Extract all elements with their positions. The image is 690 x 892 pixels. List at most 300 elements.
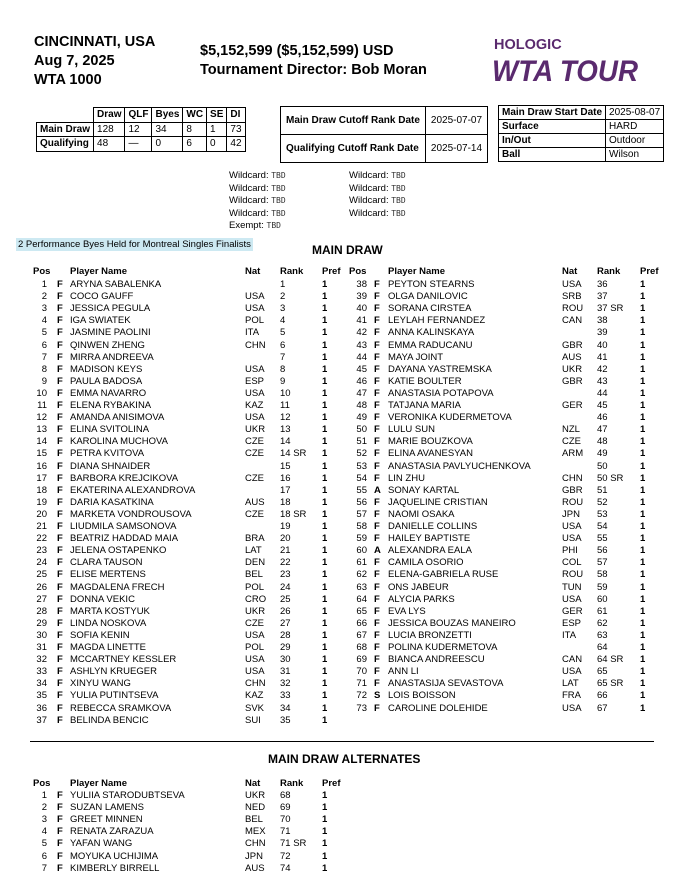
player-entry-flag: F [57,351,63,363]
player-rank: 38 [597,315,608,327]
player-name: ELENA-GABRIELA RUSE [388,569,499,581]
detail-value: 2025-08-07 [606,106,664,120]
player-pos: 4 [41,826,47,838]
player-name: QINWEN ZHENG [70,339,145,351]
player-pos: 38 [356,279,367,290]
player-pref: 1 [640,521,646,532]
player-entry-flag: F [374,605,380,617]
player-pref: 1 [322,375,328,387]
wildcard-value: TBD [271,171,286,180]
player-rank: 56 [597,545,608,557]
player-pos: 10 [36,387,47,399]
player-rank: 71 [280,826,291,838]
player-rank: 22 [280,557,291,569]
player-nat: ROU [562,496,584,508]
player-pref: 1 [640,375,646,387]
player-rank: 69 [280,802,291,814]
wildcard-label: Wildcard: [229,207,272,219]
player-name: DANIELLE COLLINS [388,521,478,532]
player-nat: JPN [562,508,580,520]
player-name: ELINA SVITOLINA [70,424,150,436]
col-nat: Nat [245,778,261,789]
player-rank: 50 [597,460,608,472]
player-pref: 1 [322,460,328,472]
player-name: ASHLYN KRUEGER [70,666,157,678]
player-pref: 1 [322,508,328,520]
player-entry-flag: F [57,862,63,874]
player-pref: 1 [640,496,646,508]
player-name: LIUDMILA SAMSONOVA [70,521,177,532]
player-name: EMMA NAVARRO [70,387,147,399]
player-rank: 9 [280,375,286,387]
wta-logo [492,35,642,92]
wildcard-entry [349,208,406,221]
player-name: PETRA KVITOVA [70,448,145,460]
player-name: NAOMI OSAKA [388,508,455,520]
player-pos: 64 [356,593,367,605]
col-pref: Pref [640,266,659,277]
player-rank: 66 [597,690,608,702]
player-rank: 6 [280,339,286,351]
player-rank: 52 [597,496,608,508]
player-rank: 64 SR [597,654,624,666]
wildcard-value: TBD [271,208,286,218]
wildcard-entry [349,195,406,208]
draw-size-table [36,107,246,152]
player-rank: 67 [597,702,608,714]
player-name: OLGA DANILOVIC [388,291,468,303]
player-name: ANNA KALINSKAYA [388,327,475,339]
player-nat: GBR [562,375,583,387]
player-rank: 51 [597,484,608,496]
player-pref: 1 [640,678,646,690]
player-nat: USA [562,279,582,290]
player-pref: 1 [640,363,646,375]
player-entry-flag: F [374,557,380,569]
cell: 0 [152,137,183,152]
player-pref: 1 [322,850,328,862]
player-name: VERONIKA KUDERMETOVA [388,412,512,424]
col-pref: Pref [322,778,341,789]
player-pos: 36 [36,702,47,714]
player-rank: 27 [280,617,291,629]
player-entry-flag: F [374,448,380,460]
detail-label: Ball [499,148,606,162]
player-pref: 1 [322,790,328,801]
player-pref: 1 [640,291,646,303]
player-pref: 1 [640,472,646,484]
player-name: JESSICA PEGULA [70,303,151,315]
player-name: BELINDA BENCIC [70,714,149,726]
wildcard-value: TBD [271,196,286,205]
player-entry-flag: F [57,472,63,484]
player-rank: 7 [280,351,286,363]
player-pos: 72 [356,690,367,702]
player-rank: 24 [280,581,291,593]
player-rank: 18 [280,496,291,508]
player-pos: 2 [41,291,47,303]
player-rank: 53 [597,508,608,520]
player-pref: 1 [640,557,646,569]
player-nat: PHI [562,545,578,557]
player-pos: 11 [37,400,47,411]
player-rank: 57 [597,557,608,569]
cutoff-row [281,135,488,163]
player-name: CAMILA OSORIO [388,557,464,569]
player-entry-flag: F [374,642,380,653]
player-pref: 1 [640,569,646,581]
player-nat: ESP [562,617,582,629]
player-rank: 71 SR [280,838,307,850]
player-pref: 1 [322,690,328,702]
player-pref: 1 [322,400,328,411]
player-rank: 68 [280,790,291,801]
player-rank: 18 SR [280,508,307,520]
player-name: YULIA PUTINTSEVA [70,690,159,702]
player-nat: BRA [245,533,265,545]
player-name: MAGDA LINETTE [70,642,147,653]
player-rank: 54 [597,521,608,532]
player-pos: 26 [36,581,47,593]
player-pref: 1 [640,400,646,411]
player-rank: 40 [597,339,608,351]
player-pos: 12 [36,412,47,424]
player-pos: 57 [356,508,367,520]
player-name: MARTA KOSTYUK [70,605,150,617]
player-rank: 48 [597,436,608,448]
detail-label: Surface [499,120,606,134]
player-pref: 1 [322,339,328,351]
player-pref: 1 [322,363,328,375]
player-pref: 1 [322,472,328,484]
date: Aug 7, 2025 [34,53,115,69]
player-pref: 1 [322,279,328,290]
player-entry-flag: F [374,436,380,448]
player-nat: FRA [562,690,581,702]
player-entry-flag: F [374,327,380,339]
player-name: ARYNA SABALENKA [70,279,162,290]
player-pref: 1 [640,545,646,557]
logo-top-text: HOLOGIC [494,37,562,53]
player-rank: 55 [597,533,608,545]
detail-value: Wilson [606,148,664,162]
player-pos: 24 [36,557,47,569]
player-name: KATIE BOULTER [388,375,462,387]
col-player-name: Player Name [70,266,128,277]
player-name: SOFIA KENIN [70,629,130,641]
col-player-name: Player Name [388,266,446,277]
player-pref: 1 [322,557,328,569]
player-nat: BEL [245,814,263,826]
player-nat: GBR [562,484,583,496]
player-rank: 39 [597,327,608,339]
player-pref: 1 [640,654,646,666]
player-rank: 5 [280,327,286,339]
player-pos: 7 [41,862,47,874]
player-pref: 1 [640,508,646,520]
wildcard-value: TBD [391,171,406,180]
player-name: LUCIA BRONZETTI [388,629,472,641]
player-pref: 1 [322,678,328,690]
player-entry-flag: F [374,387,380,399]
cutoff-value: 2025-07-14 [425,135,487,163]
tournament-info [34,33,155,90]
player-pref: 1 [322,545,328,557]
cutoff-label: Main Draw Cutoff Rank Date [281,107,426,135]
player-entry-flag: F [57,400,63,411]
player-pos: 8 [41,363,47,375]
player-name: MCCARTNEY KESSLER [70,654,177,666]
player-name: BEATRIZ HADDAD MAIA [70,533,179,545]
player-rank: 19 [280,521,291,532]
player-rank: 31 [280,666,291,678]
player-pref: 1 [640,412,646,424]
player-entry-flag: F [374,702,380,714]
player-entry-flag: F [374,629,380,641]
player-entry-flag: F [57,291,63,303]
player-pos: 50 [356,424,367,436]
wildcard-label: Wildcard: [349,182,392,194]
player-name: ANASTASIA POTAPOVA [388,387,494,399]
player-nat: GBR [562,339,583,351]
player-name: REBECCA SRAMKOVA [70,702,172,714]
player-entry-flag: F [57,666,63,678]
player-nat: GER [562,605,583,617]
player-rank: 46 [597,412,608,424]
player-pref: 1 [640,605,646,617]
player-entry-flag: F [374,654,380,666]
player-pref: 1 [640,315,646,327]
player-rank: 43 [597,375,608,387]
player-nat: CZE [245,472,264,484]
draw-table-row [37,122,246,137]
player-entry-flag: F [57,557,63,569]
player-name: LINDA NOSKOVA [70,617,147,629]
category: WTA 1000 [34,72,102,88]
player-pos: 9 [41,375,47,387]
player-rank: 14 [280,436,291,448]
player-pref: 1 [322,702,328,714]
player-entry-flag: F [374,291,380,303]
player-pos: 5 [41,327,47,339]
player-nat: UKR [245,790,266,801]
player-rank: 11 [280,400,290,411]
cutoff-value: 2025-07-07 [425,107,487,135]
player-pos: 65 [356,605,367,617]
player-entry-flag: F [374,569,380,581]
wildcard-label: Wildcard: [349,207,392,219]
player-pref: 1 [640,424,646,436]
player-name: MARKETA VONDROUSOVA [70,508,192,520]
player-name: JAQUELINE CRISTIAN [388,496,488,508]
player-name: POLINA KUDERMETOVA [388,642,498,653]
player-entry-flag: F [57,521,63,532]
player-nat: CHN [562,472,583,484]
player-nat: POL [245,315,265,327]
player-entry-flag: F [57,484,63,496]
player-entry-flag: F [374,472,380,484]
wildcard-entry [229,208,286,221]
wildcard-label: Wildcard: [349,170,392,181]
prize-money: $5,152,599 ($5,152,599) USD [200,43,394,59]
player-nat: AUS [562,351,582,363]
player-pos: 44 [356,351,367,363]
player-nat: POL [245,581,265,593]
logo-main-text: WTA TOUR [492,55,639,87]
player-name: BIANCA ANDREESCU [388,654,485,666]
player-rank: 15 [280,460,291,472]
player-name: DONNA VEKIC [70,593,135,605]
player-nat: USA [245,629,265,641]
wildcard-label: Wildcard: [229,195,272,206]
player-name: DARIA KASATKINA [70,496,154,508]
player-pref: 1 [322,327,328,339]
player-pos: 20 [36,508,47,520]
col-qlf: QLF [125,108,152,123]
draw-table-header [37,108,246,123]
player-rank: 37 [597,291,608,303]
player-pos: 40 [356,303,367,315]
player-rank: 59 [597,581,608,593]
cell: 48 [94,137,125,152]
player-pos: 46 [356,375,367,387]
player-entry-flag: F [57,375,63,387]
col-nat: Nat [562,266,578,277]
col-di: DI [227,108,245,123]
col-rank: Rank [280,778,304,789]
wildcards-right [349,170,406,220]
player-pos: 16 [36,460,47,472]
player-nat: CAN [562,315,583,327]
player-rank: 63 [597,629,608,641]
cutoff-table [280,106,488,163]
player-pos: 58 [356,521,367,532]
player-rank: 23 [280,569,291,581]
player-rank: 16 [280,472,291,484]
player-pref: 1 [640,666,646,678]
player-name: JESSICA BOUZAS MANEIRO [388,617,516,629]
player-rank: 41 [597,351,608,363]
player-pos: 3 [41,814,47,826]
player-name: JASMINE PAOLINI [70,327,151,339]
player-pref: 1 [322,826,328,838]
player-pref: 1 [640,279,646,290]
player-entry-flag: F [57,545,63,557]
player-pos: 56 [356,496,367,508]
player-entry-flag: F [374,508,380,520]
player-rank: 2 [280,291,286,303]
player-pos: 41 [356,315,367,327]
player-nat: COL [562,557,582,569]
player-pref: 1 [640,327,646,339]
player-pref: 1 [640,593,646,605]
player-nat: CZE [245,436,264,448]
section-divider [30,741,654,742]
wildcard-label: Exempt: [229,220,267,231]
player-pos: 4 [41,315,47,327]
player-nat: USA [562,521,582,532]
player-nat: SVK [245,702,265,714]
player-pos: 29 [36,617,47,629]
player-pos: 68 [356,642,367,653]
player-rank: 33 [280,690,291,702]
player-name: ANASTASIJA SEVASTOVA [388,678,504,690]
cutoff-label: Qualifying Cutoff Rank Date [281,135,426,163]
draw-table-row [37,137,246,152]
cell: 6 [183,137,207,152]
player-rank: 65 [597,666,608,678]
wildcard-entry [229,170,286,183]
player-pos: 22 [36,533,47,545]
player-pos: 69 [356,654,367,666]
player-rank: 60 [597,593,608,605]
wildcard-entry [229,183,286,196]
col-rank: Rank [280,266,304,277]
player-pref: 1 [322,496,328,508]
player-nat: USA [562,702,582,714]
player-entry-flag: F [57,690,63,702]
player-name: BARBORA KREJCIKOVA [70,472,179,484]
player-rank: 30 [280,654,291,666]
player-name: SORANA CIRSTEA [388,303,472,315]
player-name: XINYU WANG [70,678,131,690]
cell: 128 [94,122,125,137]
wildcard-entry [229,220,286,233]
player-nat: CZE [245,617,264,629]
player-pos: 54 [356,472,367,484]
player-pos: 19 [36,496,47,508]
player-pos: 6 [41,850,47,862]
player-pref: 1 [322,838,328,850]
player-pref: 1 [322,714,328,726]
wildcard-value: TBD [391,208,406,218]
player-rank: 36 [597,279,608,290]
player-name: CLARA TAUSON [70,557,143,569]
player-name: ALYCIA PARKS [388,593,455,605]
player-rank: 29 [280,642,291,653]
player-pref: 1 [322,654,328,666]
player-pos: 42 [356,327,367,339]
player-pref: 1 [640,533,646,545]
player-name: ELISE MERTENS [70,569,146,581]
player-entry-flag: A [374,545,381,557]
cell: 1 [207,122,227,137]
player-rank: 13 [280,424,291,436]
player-entry-flag: F [57,814,63,826]
player-pref: 1 [322,436,328,448]
player-entry-flag: F [57,496,63,508]
player-pref: 1 [640,303,646,315]
player-pos: 53 [356,460,367,472]
player-pref: 1 [640,484,646,496]
player-name: LEYLAH FERNANDEZ [388,315,486,327]
player-pos: 35 [36,690,47,702]
player-entry-flag: F [57,412,63,424]
player-name: DIANA SHNAIDER [70,460,151,472]
player-nat: ESP [245,375,265,387]
player-nat: LAT [245,545,262,557]
player-name: KIMBERLY BIRRELL [70,862,160,874]
wildcard-value: TBD [391,183,406,193]
player-name: MAYA JOINT [388,351,444,363]
player-pref: 1 [322,862,328,874]
player-nat: USA [245,412,265,424]
wildcard-entry [349,183,406,196]
player-pos: 45 [356,363,367,375]
player-entry-flag: F [57,617,63,629]
wildcard-label: Wildcard: [349,195,392,206]
player-entry-flag: F [57,581,63,593]
